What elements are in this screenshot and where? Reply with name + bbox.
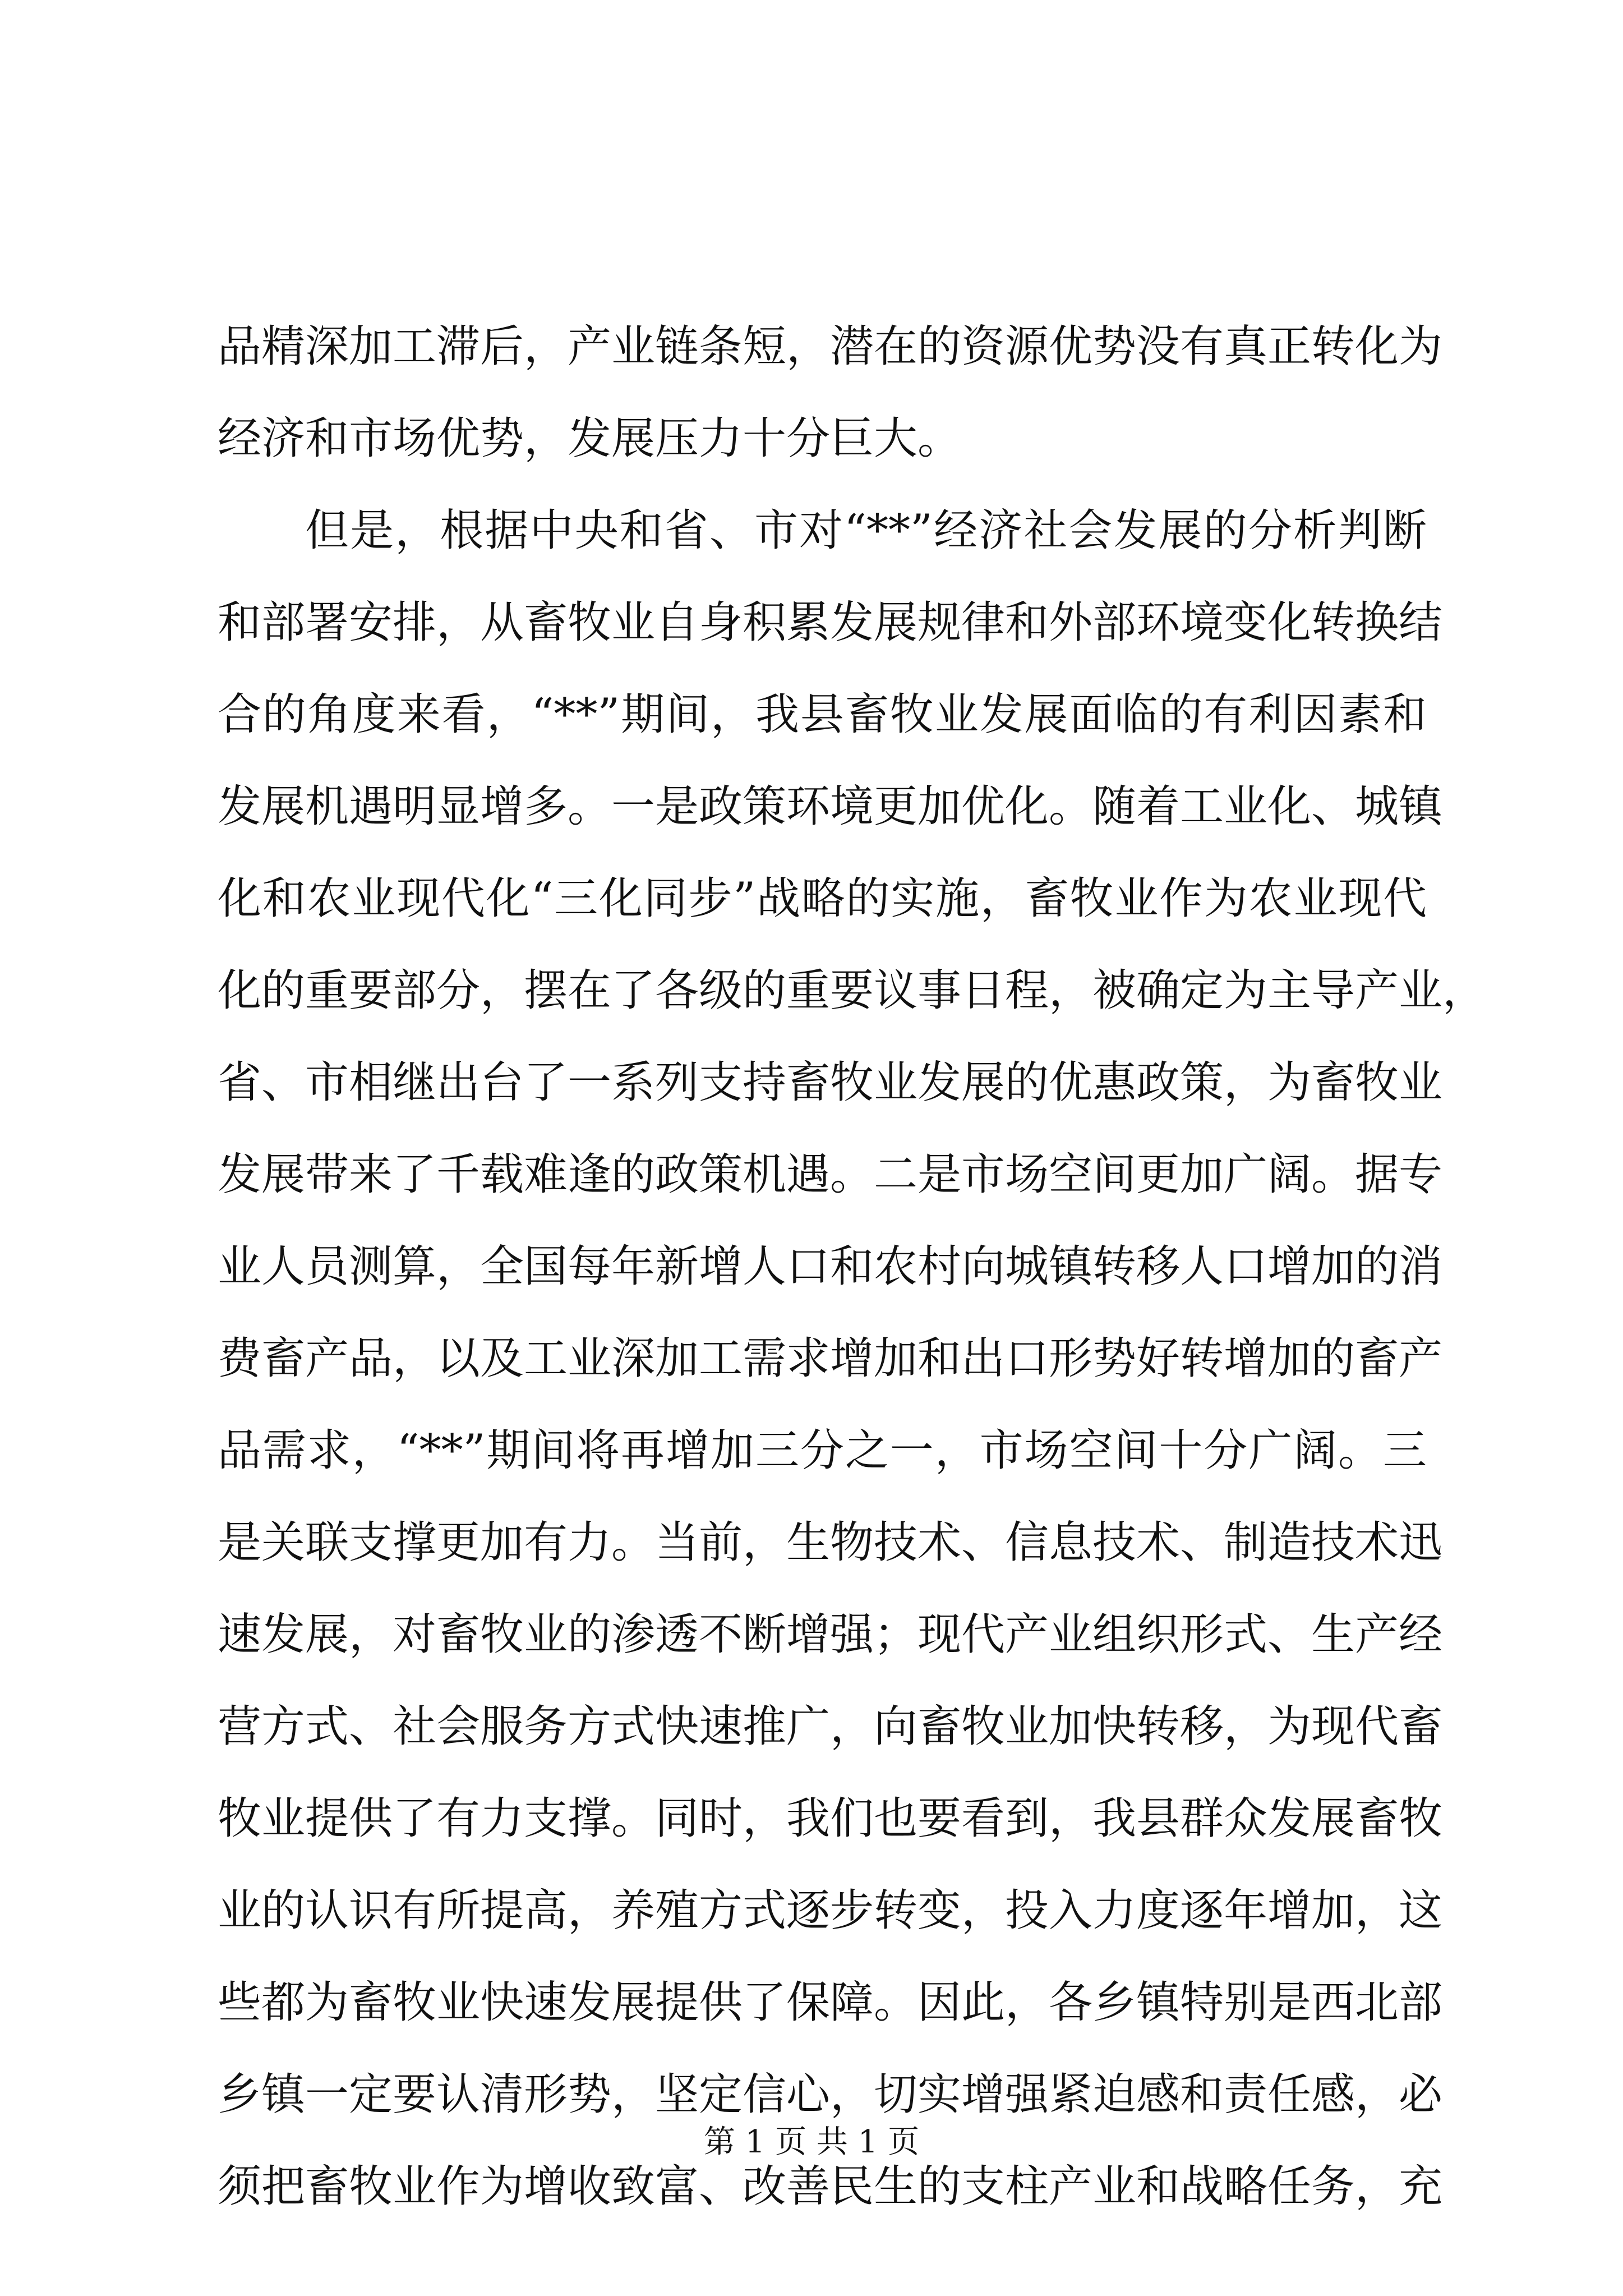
text-line-15: 速发展，对畜牧业的渗透不断增强；现代产业组织形式、生产经	[218, 1609, 1443, 1660]
text-line-16: 营方式、社会服务方式快速推广，向畜牧业加快转移，为现代畜	[218, 1701, 1443, 1752]
text-line-2: 经济和市场优势，发展压力十分巨大。	[218, 413, 962, 464]
text-line-8: 化的重要部分，摆在了各级的重要议事日程，被确定为主导产业，	[218, 965, 1487, 1016]
text-line-11: 业人员测算，全国每年新增人口和农村向城镇转移人口增加的消	[218, 1241, 1443, 1292]
text-line-1: 品精深加工滞后，产业链条短，潜在的资源优势没有真正转化为	[218, 321, 1443, 372]
text-line-10: 发展带来了千载难逢的政策机遇。二是市场空间更加广阔。据专	[218, 1149, 1443, 1200]
text-line-3: 但是，根据中央和省、市对“**”经济社会发展的分析判断	[305, 505, 1427, 556]
text-line-6: 发展机遇明显增多。一是政策环境更加优化。随着工业化、城镇	[218, 781, 1443, 832]
text-line-19: 些都为畜牧业快速发展提供了保障。因此，各乡镇特别是西北部	[218, 1977, 1443, 2028]
text-line-17: 牧业提供了有力支撑。同时，我们也要看到，我县群众发展畜牧	[218, 1793, 1443, 1844]
text-line-4: 和部署安排，从畜牧业自身积累发展规律和外部环境变化转换结	[218, 597, 1443, 648]
text-line-12: 费畜产品，以及工业深加工需求增加和出口形势好转增加的畜产	[218, 1333, 1443, 1384]
text-line-18: 业的认识有所提高，养殖方式逐步转变，投入力度逐年增加，这	[218, 1885, 1443, 1936]
text-line-21: 须把畜牧业作为增收致富、改善民生的支柱产业和战略任务，充	[218, 2161, 1443, 2212]
page-footer	[0, 2123, 1623, 2162]
text-line-14: 是关联支撑更加有力。当前，生物技术、信息技术、制造技术迅	[218, 1517, 1443, 1568]
document-body	[218, 301, 1487, 2233]
text-line-9: 省、市相继出台了一系列支持畜牧业发展的优惠政策，为畜牧业	[218, 1057, 1443, 1108]
text-line-13: 品需求，“**”期间将再增加三分之一，市场空间十分广阔。三	[218, 1425, 1427, 1476]
text-line-5: 合的角度来看，“**”期间，我县畜牧业发展面临的有利因素和	[218, 689, 1427, 740]
page-number-label: 第 1 页 共 1 页	[703, 2124, 920, 2160]
text-line-20: 乡镇一定要认清形势，坚定信心，切实增强紧迫感和责任感，必	[218, 2069, 1443, 2120]
text-line-7: 化和农业现代化“三化同步”战略的实施，畜牧业作为农业现代	[218, 873, 1427, 924]
